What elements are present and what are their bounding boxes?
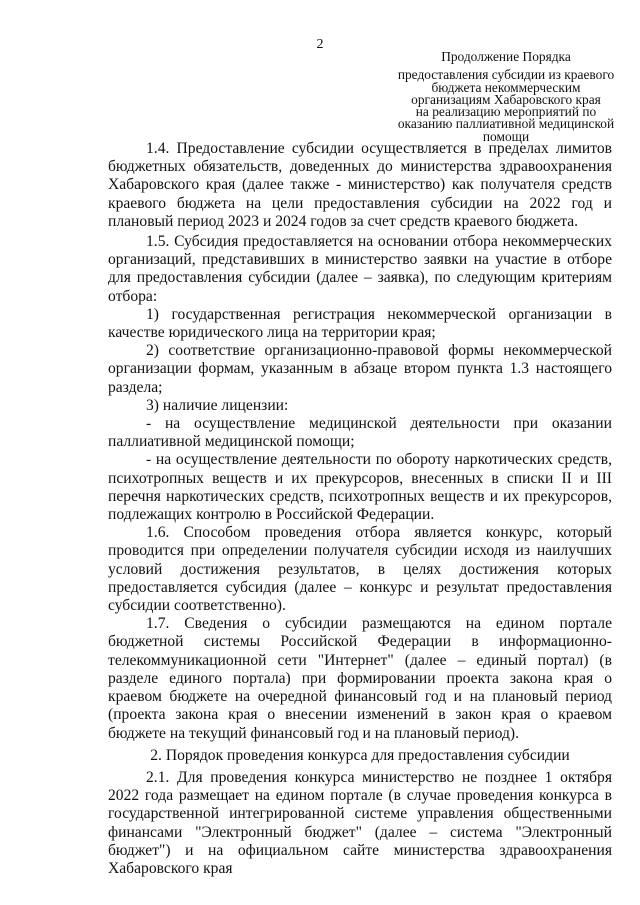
header-line: на реализацию мероприятий по bbox=[415, 104, 597, 120]
header-line: помощи bbox=[482, 128, 530, 144]
header-line: организациям Хабаровского края bbox=[411, 91, 601, 107]
criterion-2: 2) соответствие организационно-правовой формы некоммерческой организации формам, указанным в абзаце втором пункта 1.3 настоящего раздела; bbox=[108, 342, 612, 396]
document-header bbox=[388, 51, 624, 143]
header-title: Продолжение Порядка bbox=[441, 49, 571, 64]
license-item-2: - на осуществление деятельности по обороту наркотических средств, психотропных веществ и их прекурсоров, внесенных в списки II и III перечня наркотических средств, психотропных веществ и их прекурсоров, подлежащих контролю в Российской Федерации. bbox=[108, 451, 612, 524]
paragraph-1-6: 1.6. Способом проведения отбора является конкурс, который проводится при определении получателя субсидии исходя из наилучших условий достижения результатов, в целях достижения которых предоставляется субсидия (далее – конкурс и результат предоставления субсидии соответственно). bbox=[108, 524, 612, 615]
header-line: предоставления субсидии из краевого bbox=[397, 67, 615, 83]
license-item-1: - на осуществление медицинской деятельности при оказании паллиативной медицинской помощи; bbox=[108, 415, 612, 451]
paragraph-1-5: 1.5. Субсидия предоставляется на основании отбора некоммерческих организаций, представивших в министерство заявки на участие в отборе для предоставления субсидии (далее – заявка), по следующим критериям отбора: bbox=[108, 233, 612, 305]
header-line: оказанию паллиативной медицинской bbox=[397, 116, 615, 132]
paragraph-1-4: 1.4. Предоставление субсидии осуществляется в пределах лимитов бюджетных обязательств, доведенных до министерства здравоохранения Хабаровского края (далее также - министерство) как получателя средств краевого бюджета на цели предоставления субсидии на 2022 год и плановый период 2023 и 2024 годов за счет средств краевого бюджета. bbox=[108, 140, 612, 230]
paragraph-2-1: 2.1. Для проведения конкурса министерство не позднее 1 октября 2022 года размещает на едином портале (в случае проведения конкурса в государственной интегрированной системе управления общественными финансами "Электронный бюджет" (далее – система "Электронный бюджет") и на официальном сайте министерства здравоохранения Хабаровского края bbox=[108, 768, 612, 877]
criterion-3: 3) наличие лицензии: bbox=[146, 396, 289, 414]
section-heading-2: 2. Порядок проведения конкурса для предоставления субсидии bbox=[150, 746, 570, 764]
paragraph-1-7: 1.7. Сведения о субсидии размещаются на едином портале бюджетной системы Российской Федерации в информационно-телекоммуникационной сети "Интернет" (далее – единый портал) (в разделе единого портала) при формировании проекта закона края о краевом бюджете на очередной финансовый год и на плановый период (проекта закона края о внесении изменений в закон края о краевом бюджете на текущий финансовый год и на плановый период). bbox=[108, 615, 612, 742]
document-body bbox=[108, 140, 612, 878]
header-line: бюджета некоммерческим bbox=[431, 79, 581, 95]
criterion-1: 1) государственная регистрация некоммерческой организации в качестве юридического лица на территории края; bbox=[108, 305, 612, 342]
page-number: 2 bbox=[316, 37, 324, 52]
